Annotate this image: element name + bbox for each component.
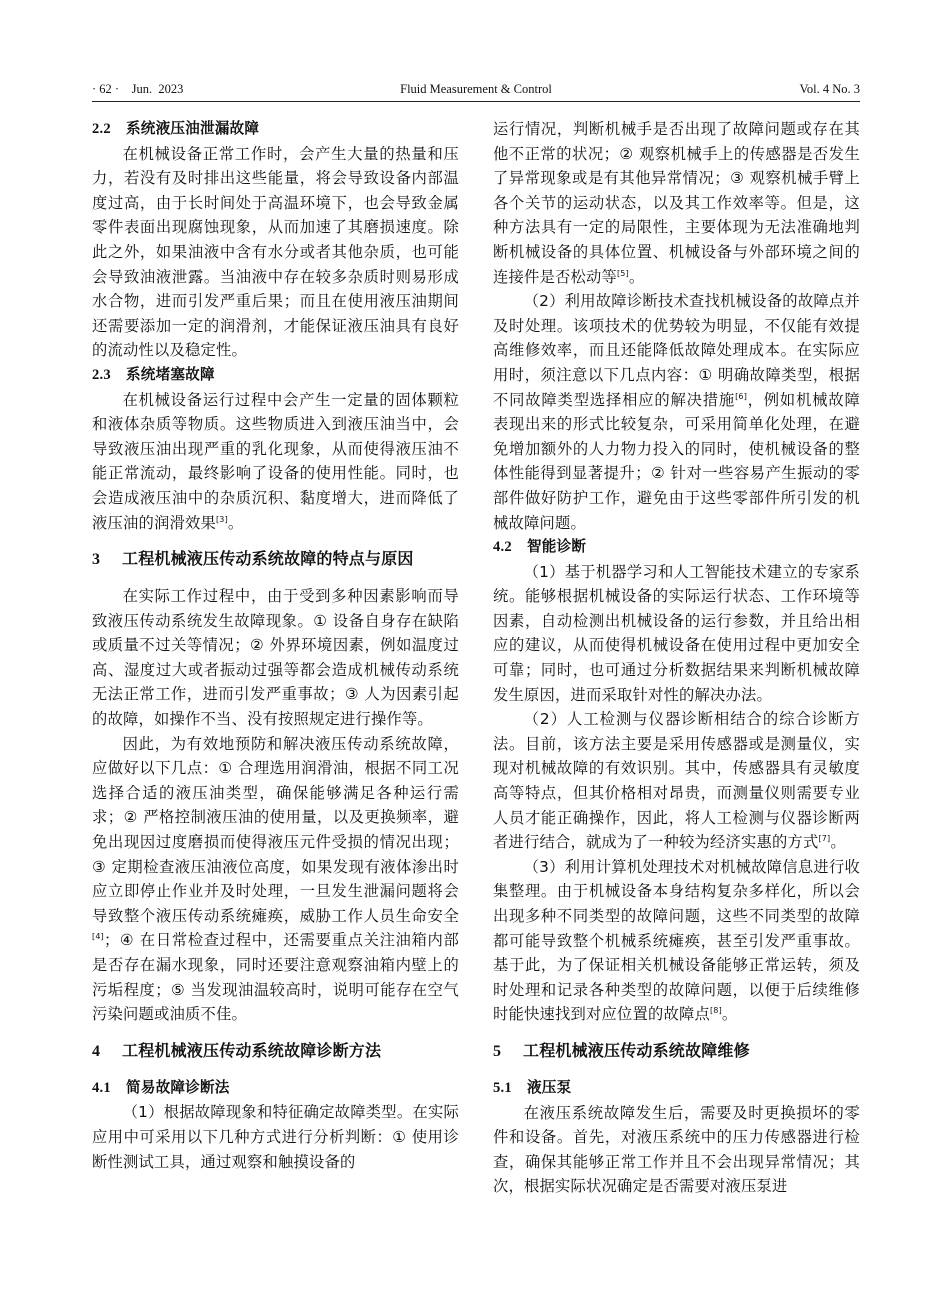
header-rule: [92, 101, 860, 102]
paragraph-end: 。: [721, 1005, 738, 1024]
section-2-2-heading: [92, 117, 459, 142]
paragraph: [92, 388, 459, 536]
section-number: 5.1: [493, 1079, 512, 1096]
paragraph: [493, 117, 860, 289]
section-4-heading: [92, 1039, 459, 1064]
section-title: 系统液压油泄漏故障: [126, 120, 260, 137]
section-number: 4: [92, 1042, 101, 1060]
section-4-1-heading: [92, 1076, 459, 1101]
section-number: 2.3: [92, 366, 111, 383]
paragraph: [493, 707, 860, 855]
section-number: 4.1: [92, 1079, 111, 1096]
citation-ref: [6]: [735, 391, 748, 401]
section-4-2-heading: [493, 535, 860, 560]
citation-ref: [7]: [818, 834, 831, 844]
section-number: 4.2: [493, 539, 512, 556]
paragraph-end: 。: [227, 513, 244, 532]
section-2-3-heading: [92, 363, 459, 388]
paragraph-text: 因此，为有效地预防和解决液压传动系统故障，应做好以下几点：① 合理选用润滑油，根据不同工况选择合适的液压油类型，确保能够满足各种运行需求；② 严格控制液压油的使用量，以及更换频率，避免出现因过度磨损而使得液压元件受损的情况出现；③ 定期检查液压油液位高度，如果发现有液体渗出时应立即停止作业并及时处理，一旦发生泄漏问题将会导致整个液压传动系统瘫痪，威胁工作人员生命安全: [92, 734, 459, 925]
section-title: 智能诊断: [527, 538, 587, 556]
section-title: 简易故障诊断法: [126, 1078, 230, 1096]
section-title: 工程机械液压传动系统故障维修: [523, 1040, 750, 1060]
paragraph-text: ，例如机械故障表现出来的形式比较复杂，可采用简单化处理，在避免增加额外的人力物力投入的同时，使机械设备的整体性能得到显著提升；② 针对一些容易产生振动的零部件做好防护工作，避免由于这些零部件所引发的机械故障问题。: [493, 390, 860, 532]
section-title: 工程机械液压传动系统故障的特点与原因: [122, 549, 414, 569]
left-column: [92, 117, 459, 1174]
paragraph: 在机械设备正常工作时，会产生大量的热量和压力，若没有及时排出这些能量，将会导致设备内部温度过高，由于长时间处于高温环境下，也会导致金属零件表面出现腐蚀现象，从而加速了其磨损速度。除此之外，如果油液中含有水分或者其他杂质，也可能会导致油液泄露。当油液中存在较多杂质时则易形成水合物，进而引发严重后果；而且在使用液压油期间还需要添加一定的润滑剂，才能保证液压油具有良好的流动性以及稳定性。: [92, 144, 459, 360]
paragraph-text: 运行情况，判断机械手是否出现了故障问题或存在其他不正常的状况；② 观察机械手上的传感器是否发生了异常现象或是有其他异常情况；③ 观察机械手臂上各个关节的运动状态，以及其工作效率等。但是，这种方法具有一定的局限性，主要体现为无法准确地判断机械设备的具体位置、机械设备与外部环境之间的连接件是否松动等: [493, 120, 860, 286]
section-title: 工程机械液压传动系统故障诊断方法: [122, 1040, 382, 1060]
paragraph-end: 。: [830, 833, 846, 852]
citation-ref: [8]: [709, 1006, 722, 1016]
page-number-date: · 62 · Jun. 2023: [92, 82, 184, 96]
journal-name: Fluid Measurement & Control: [400, 82, 552, 96]
section-3-heading: [92, 547, 459, 572]
paragraph: [92, 732, 459, 1027]
paragraph-text: （2）人工检测与仪器诊断相结合的综合诊断方法。目前，该方法主要是采用传感器或是测量仪，实现对机械故障的有效识别。其中，传感器具有灵敏度高等特点，但其价格相对昂贵，而测量仪则需要专业人员才能正确操作，因此，将人工检测与仪器诊断两者进行结合，就成为了一种较为经济实惠的方式: [493, 710, 860, 852]
citation-ref: [4]: [92, 932, 104, 942]
paragraph: 在实际工作过程中，由于受到多种因素影响而导致液压传动系统发生故障现象。① 设备自身存在缺陷或质量不过关等情况；② 外界环境因素，例如温度过高、湿度过大或者振动过强等都会造成机械传动系统无法正常工作，进而引发严重事故；③ 人为因素引起的故障，如操作不当、没有按照规定进行操作等。: [92, 587, 459, 729]
citation-ref: [3]: [215, 514, 228, 524]
right-column: [493, 117, 860, 1199]
section-5-1-heading: [493, 1076, 860, 1101]
section-title: 系统堵塞故障: [126, 365, 215, 383]
section-number: 5: [493, 1042, 502, 1060]
paragraph-text: 在机械设备运行过程中会产生一定量的固体颗粒和液体杂质等物质。这些物质进入到液压油当中，会导致液压油出现严重的乳化现象，从而使得液压油不能正常流动，最终影响了设备的使用性能。同时，也会造成液压油中的杂质沉积、黏度增大，进而降低了液压油的润滑效果: [92, 390, 459, 532]
volume-issue: Vol. 4 No. 3: [799, 82, 860, 96]
paragraph: 在液压系统故障发生后，需要及时更换损坏的零件和设备。首先，对液压系统中的压力传感器进行检查，确保其能够正常工作并且不会出现异常情况；其次，根据实际状况确定是否需要对液压泵进: [493, 1103, 860, 1196]
paragraph: （1）根据故障现象和特征确定故障类型。在实际应用中可采用以下几种方式进行分析判断：① 使用诊断性测试工具，通过观察和触摸设备的: [92, 1103, 459, 1171]
section-title: 液压泵: [527, 1078, 572, 1096]
paragraph-text: （3）利用计算机处理技术对机械故障信息进行收集整理。由于机械设备本身结构复杂多样化，所以会出现多种不同类型的故障问题，这些不同类型的故障都可能导致整个机械系统瘫痪，甚至引发严重事故。基于此，为了保证相关机械设备能够正常运转，须及时处理和记录各种类型的故障问题，以便于后续维修时能快速找到对应位置的故障点: [493, 857, 860, 1024]
running-header: [92, 78, 860, 100]
paragraph-end: 。: [628, 267, 645, 286]
section-number: 3: [92, 551, 101, 569]
citation-ref: [5]: [616, 268, 629, 278]
paragraph: [493, 855, 860, 1027]
paragraph-text: （2）利用故障诊断技术查找机械设备的故障点并及时处理。该项技术的优势较为明显，不仅能有效提高维修效率，而且还能降低故障处理成本。在实际应用时，须注意以下几点内容：① 明确故障类型，根据不同故障类型选择相应的解决措施: [493, 292, 860, 409]
paragraph: [493, 289, 860, 535]
section-5-heading: [493, 1039, 860, 1064]
paragraph: （1）基于机器学习和人工智能技术建立的专家系统。能够根据机械设备的实际运行状态、工作环境等因素，自动检测出机械设备的运行参数，并且给出相应的建议，从而使得机械设备在使用过程中更加安全可靠；同时，也可通过分析数据结果来判断机械故障发生原因，进而采取针对性的解决办法。: [493, 562, 860, 704]
section-number: 2.2: [92, 121, 111, 137]
paragraph-text: ；④ 在日常检查过程中，还需要重点关注油箱内部是否存在漏水现象，同时还要注意观察油箱内壁上的污垢程度；⑤ 当发现油温较高时，说明可能存在空气污染问题或油质不佳。: [92, 931, 459, 1024]
